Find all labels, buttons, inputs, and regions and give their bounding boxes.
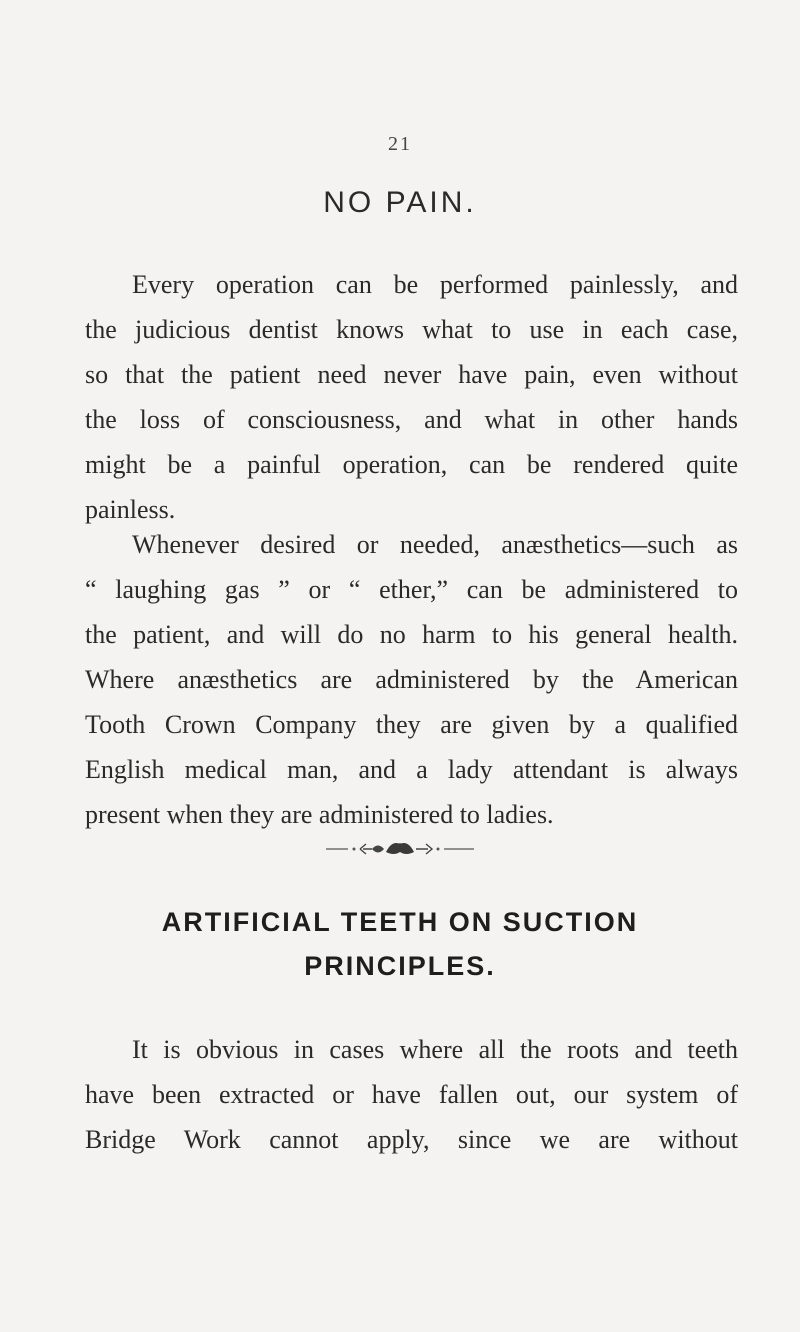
- paragraph-line: present when they are administered to ladies.: [85, 800, 554, 829]
- paragraph-suction-principles: [0, 1027, 800, 1162]
- paragraph-line: Tooth Crown Company they are given by a qualified: [85, 710, 738, 739]
- section-title-artificial-teeth: [0, 900, 800, 988]
- paragraph-line: have been extracted or have fallen out, our system of: [85, 1080, 738, 1109]
- paragraph-painless-operations: [0, 262, 800, 532]
- section-title-no-pain: NO PAIN.: [323, 186, 477, 219]
- ornament-icon: [320, 838, 480, 860]
- page-number: 21: [388, 133, 412, 155]
- paragraph-line: “ laughing gas ” or “ ether,” can be administered to: [85, 575, 738, 604]
- paragraph-line: the judicious dentist knows what to use in each case,: [85, 315, 738, 344]
- section-title-line: ARTIFICIAL TEETH ON SUCTION: [161, 907, 639, 937]
- paragraph-line: painless.: [85, 495, 176, 524]
- paragraph-anaesthetics: [0, 522, 800, 837]
- paragraph-line: so that the patient need never have pain, even without: [85, 360, 738, 389]
- paragraph-line: English medical man, and a lady attendant is always: [85, 755, 738, 784]
- paragraph-line: Bridge Work cannot apply, since we are without: [85, 1125, 738, 1154]
- paragraph-line: Every operation can be performed painlessly, and: [132, 270, 738, 299]
- paragraph-line: might be a painful operation, can be rendered quite: [85, 450, 738, 479]
- paragraph-line: the loss of consciousness, and what in other hands: [85, 405, 738, 434]
- paragraph-line: It is obvious in cases where all the roots and teeth: [132, 1035, 738, 1064]
- paragraph-line: the patient, and will do no harm to his general health.: [85, 620, 738, 649]
- section-title-line: PRINCIPLES.: [304, 951, 496, 981]
- paragraph-line: Whenever desired or needed, anæsthetics—such as: [132, 530, 738, 559]
- ornamental-divider: [0, 838, 800, 865]
- paragraph-line: Where anæsthetics are administered by the American: [85, 665, 738, 694]
